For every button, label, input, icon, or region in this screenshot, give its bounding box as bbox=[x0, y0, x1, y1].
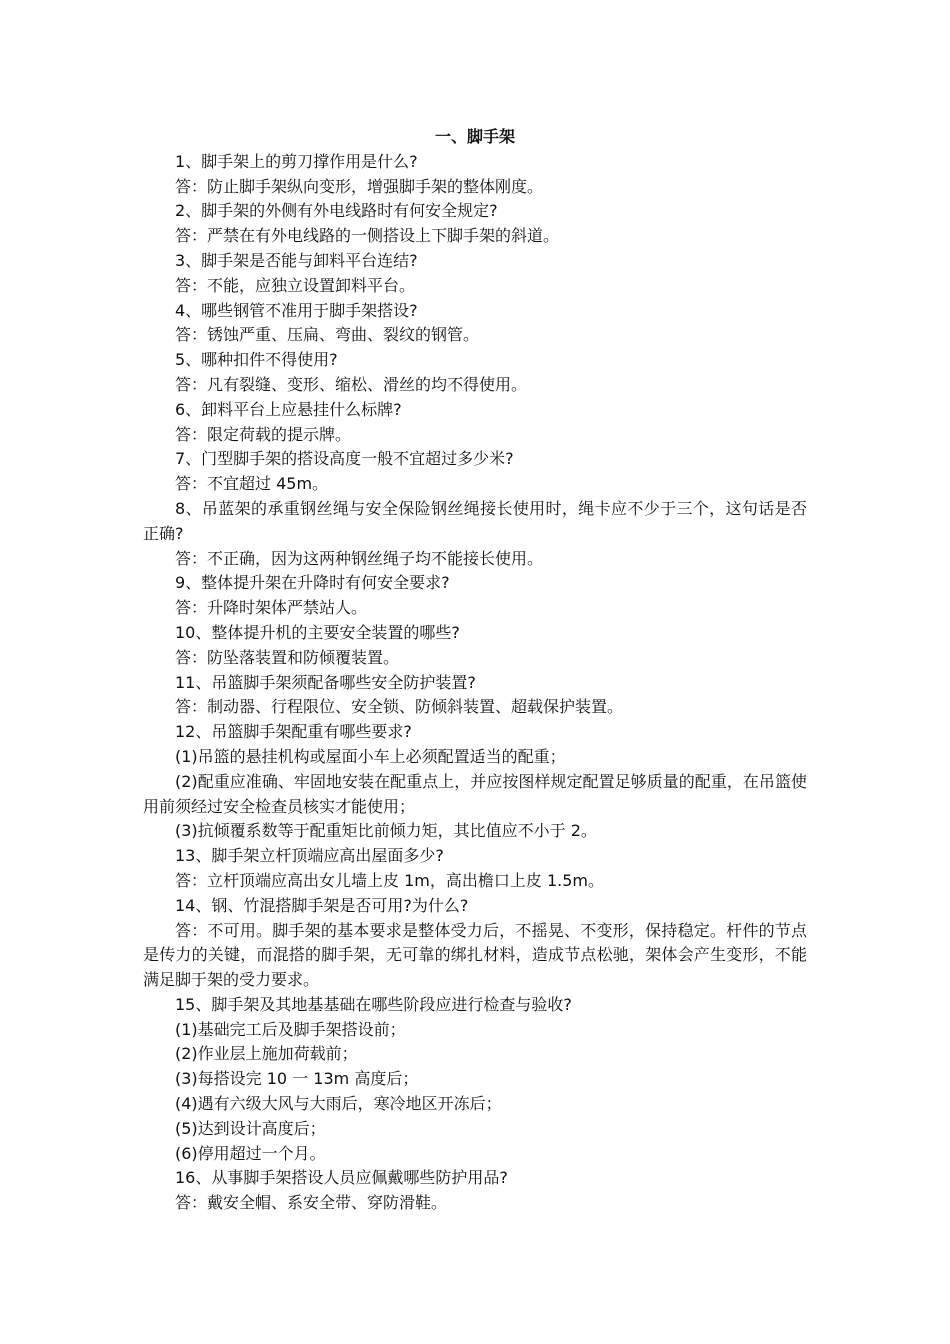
list-item: (1)基础完工后及脚手架搭设前； bbox=[175, 1019, 406, 1039]
answer-paragraph: 答：防坠落装置和防倾覆装置。 bbox=[175, 647, 400, 667]
document-body bbox=[143, 125, 807, 1216]
section-title: 一、脚手架 bbox=[434, 127, 515, 146]
answer-paragraph: 答：不能，应独立设置卸料平台。 bbox=[175, 275, 416, 295]
question-paragraph: 1、脚手架上的剪刀撑作用是什么? bbox=[175, 151, 418, 171]
answer-paragraph: 答：制动器、行程限位、安全锁、防倾斜装置、超载保护装置。 bbox=[175, 697, 624, 717]
question-paragraph: 9、整体提升架在升降时有何安全要求? bbox=[175, 573, 450, 593]
question-paragraph: 7、门型脚手架的搭设高度一般不宜超过多少米? bbox=[175, 449, 514, 469]
list-item: (3)每搭设完 10 一 13m 高度后； bbox=[175, 1069, 419, 1089]
question-paragraph: 6、卸料平台上应悬挂什么标牌? bbox=[175, 399, 402, 419]
answer-paragraph: 答：立杆顶端应高出女儿墙上皮 1m，高出檐口上皮 1.5m。 bbox=[175, 870, 604, 890]
list-item: (1)吊篮的悬挂机构或屋面小车上必须配置适当的配重； bbox=[175, 746, 566, 766]
answer-paragraph: 答：防止脚手架纵向变形，增强脚手架的整体刚度。 bbox=[175, 176, 544, 196]
answer-paragraph: 答：不宜超过 45m。 bbox=[175, 474, 329, 494]
question-paragraph: 5、哪种扣件不得使用? bbox=[175, 350, 338, 370]
answer-paragraph: 答：锈蚀严重、压扁、弯曲、裂纹的钢管。 bbox=[175, 325, 480, 345]
question-paragraph: 16、从事脚手架搭设人员应佩戴哪些防护用品? bbox=[175, 1168, 508, 1188]
question-paragraph: 15、脚手架及其地基基础在哪些阶段应进行检查与验收? bbox=[175, 994, 572, 1014]
list-item: (3)抗倾覆系数等于配重矩比前倾力矩，其比值应不小于 2。 bbox=[175, 821, 597, 841]
list-item: (2)配重应准确、牢固地安装在配重点上，并应按图样规定配置足够质量的配重，在吊篮使用前须经过安全检查员核实才能使用； bbox=[143, 771, 807, 816]
question-paragraph: 4、哪些钢管不准用于脚手架搭设? bbox=[175, 300, 418, 320]
answer-paragraph: 答：凡有裂缝、变形、缩松、滑丝的均不得使用。 bbox=[175, 374, 528, 394]
question-paragraph: 2、脚手架的外侧有外电线路时有何安全规定? bbox=[175, 201, 498, 221]
answer-paragraph: 答：戴安全帽、系安全带、穿防滑鞋。 bbox=[175, 1193, 448, 1213]
answer-paragraph: 答：严禁在有外电线路的一侧搭设上下脚手架的斜道。 bbox=[175, 226, 560, 246]
answer-paragraph: 答：不正确，因为这两种钢丝绳子均不能接长使用。 bbox=[175, 548, 544, 568]
list-item: (4)遇有六级大风与大雨后，寒冷地区开冻后； bbox=[175, 1094, 502, 1114]
list-item: (6)停用超过一个月。 bbox=[175, 1143, 326, 1163]
answer-paragraph: 答：升降时架体严禁站人。 bbox=[175, 598, 368, 618]
list-item: (2)作业层上施加荷载前； bbox=[175, 1044, 358, 1064]
question-paragraph: 10、整体提升机的主要安全装置的哪些? bbox=[175, 622, 460, 642]
question-paragraph: 3、脚手架是否能与卸料平台连结? bbox=[175, 250, 418, 270]
question-paragraph: 12、吊篮脚手架配重有哪些要求? bbox=[175, 722, 412, 742]
answer-paragraph: 答：不可用。脚手架的基本要求是整体受力后，不摇晃、不变形，保持稳定。杆件的节点是传力的关键，而混搭的脚手架，无可靠的绑扎材料，造成节点松驰，架体会产生变形，不能满足脚于架的受力要求。 bbox=[143, 920, 807, 990]
answer-paragraph: 答：限定荷载的提示牌。 bbox=[175, 424, 352, 444]
list-item: (5)达到设计高度后； bbox=[175, 1118, 326, 1138]
question-paragraph: 14、钢、竹混搭脚手架是否可用?为什么? bbox=[175, 895, 469, 915]
question-paragraph: 11、吊篮脚手架须配备哪些安全防护装置? bbox=[175, 672, 476, 692]
question-paragraph: 13、脚手架立杆顶端应高出屋面多少? bbox=[175, 846, 444, 866]
question-paragraph: 8、吊蓝架的承重钢丝绳与安全保险钢丝绳接长使用时，绳卡应不少于三个，这句话是否正确? bbox=[143, 498, 807, 543]
